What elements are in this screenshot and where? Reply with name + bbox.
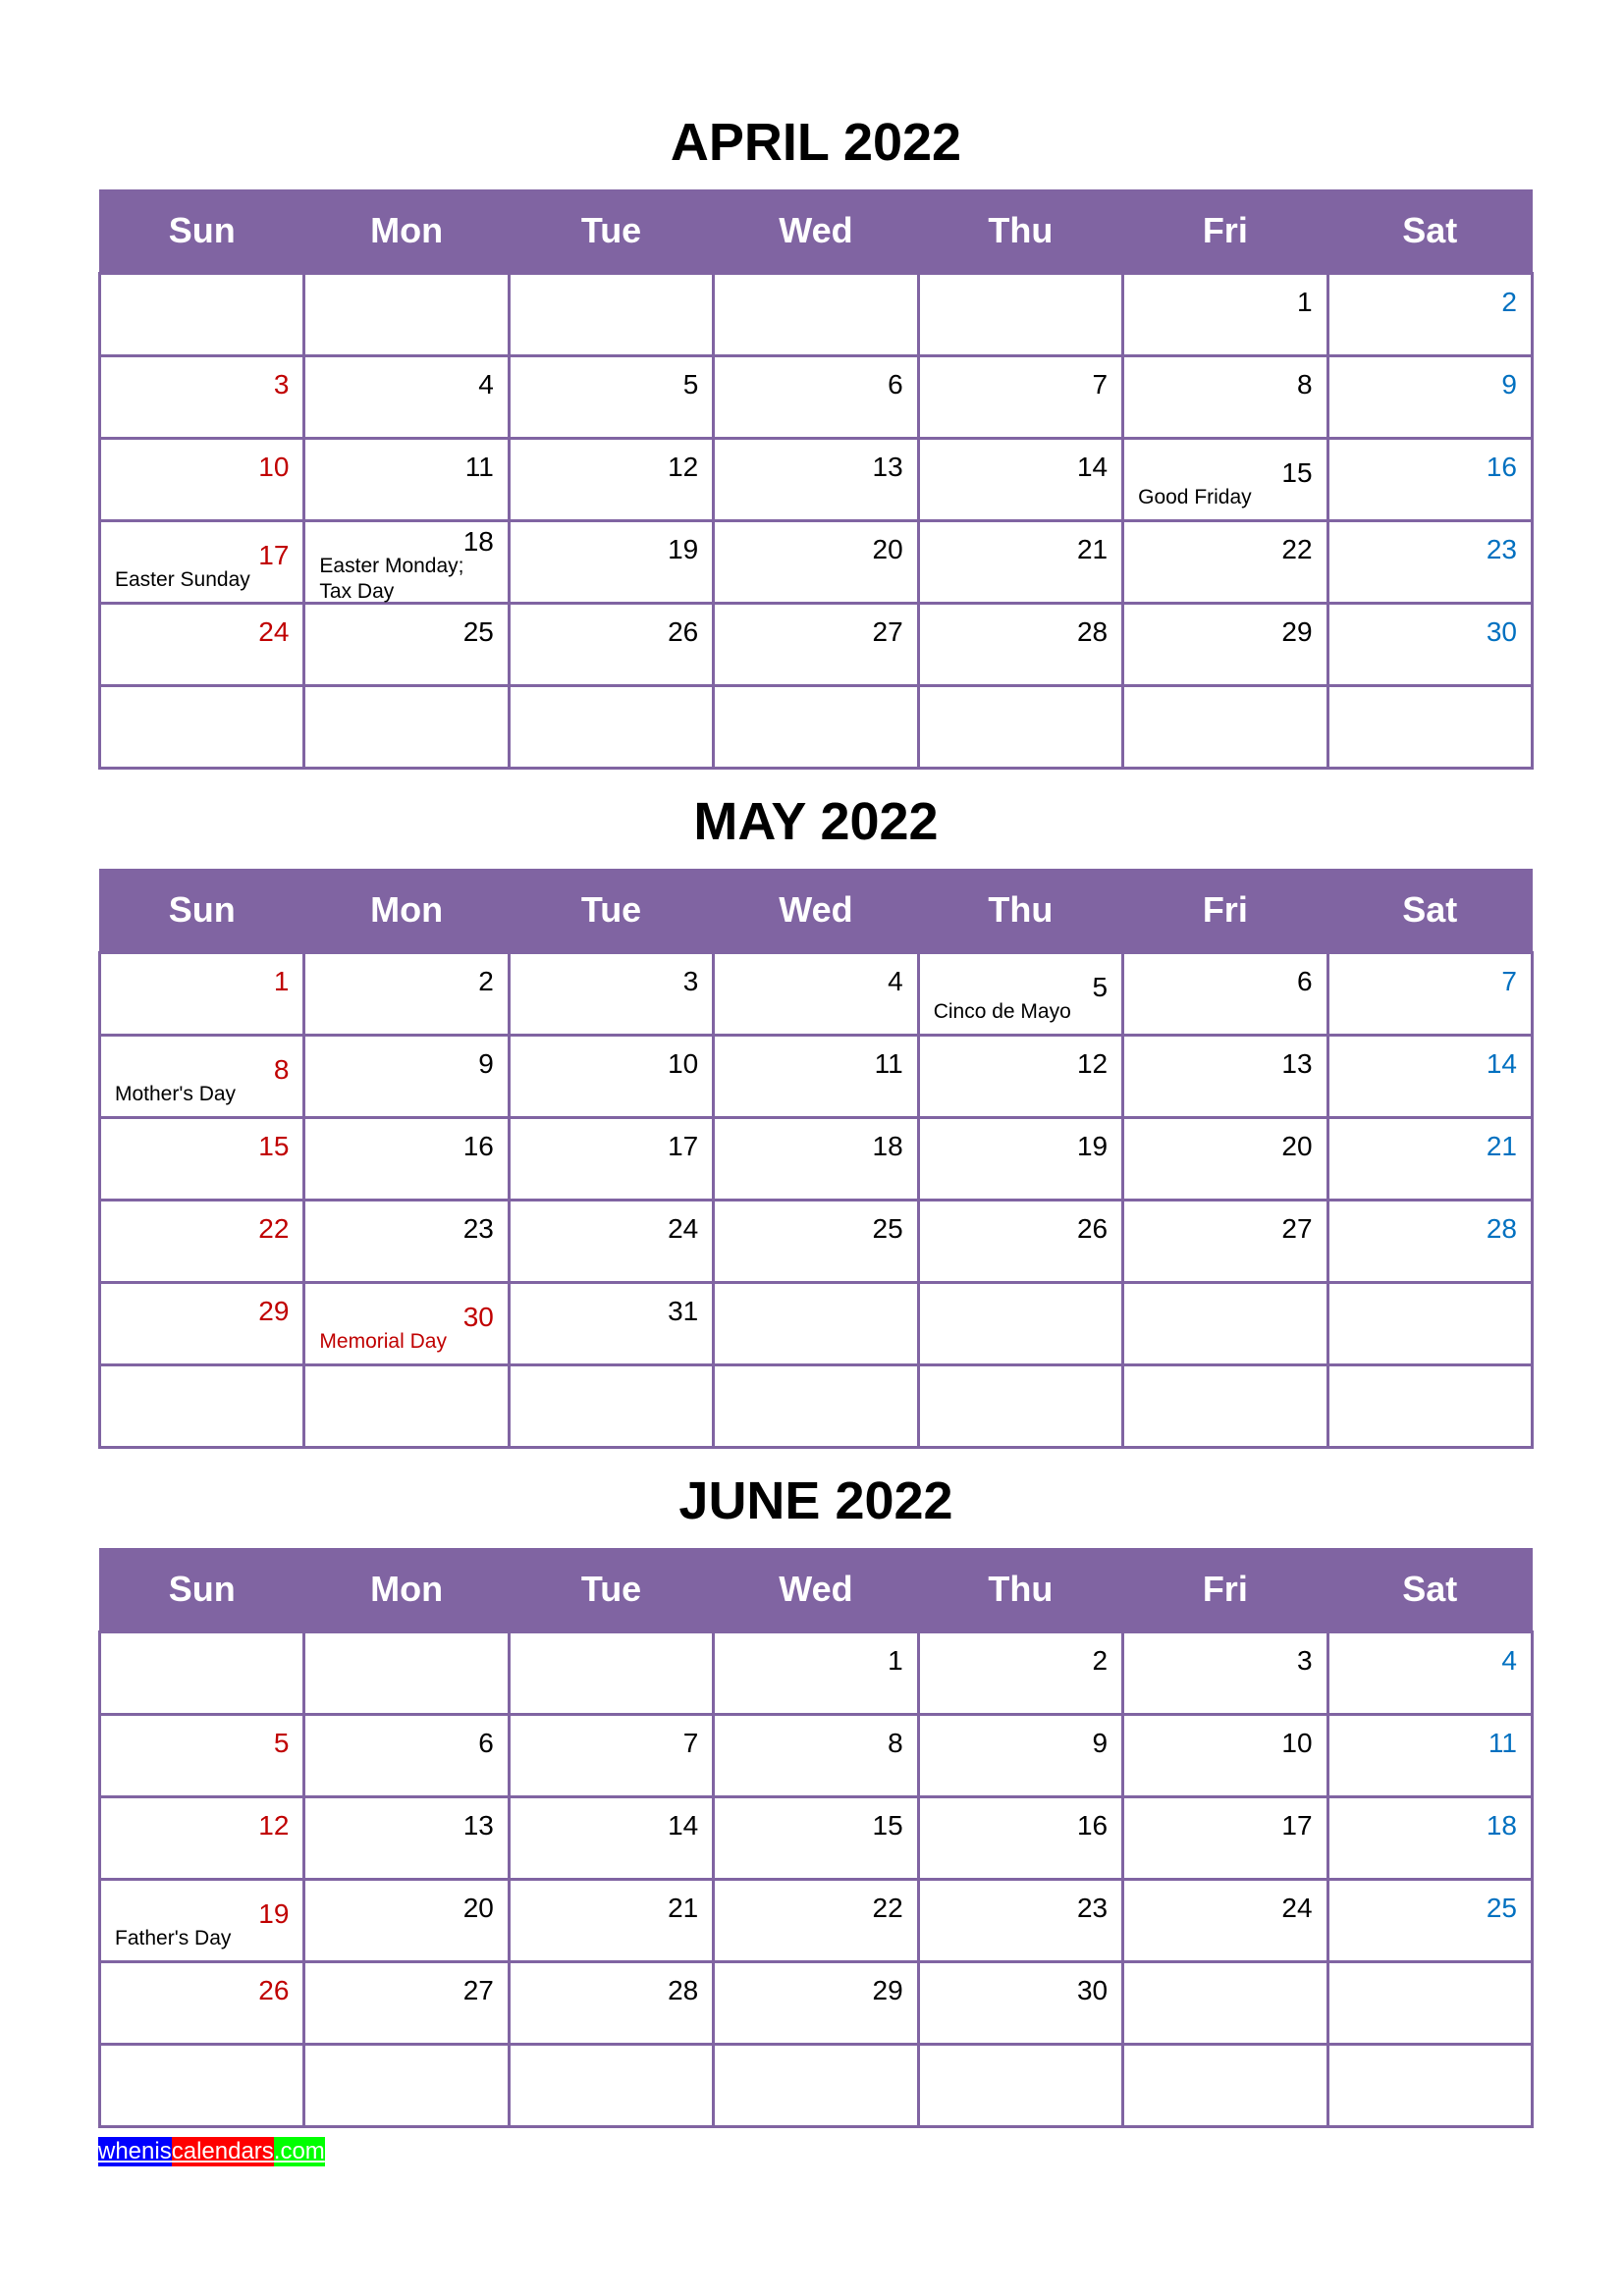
day-number: 22 bbox=[258, 1213, 290, 1244]
day-cell bbox=[304, 1283, 509, 1365]
empty-day-cell bbox=[714, 1283, 918, 1365]
day-number: 10 bbox=[668, 1048, 699, 1079]
empty-day-cell bbox=[509, 2045, 713, 2127]
day-cell bbox=[1327, 356, 1532, 439]
day-cell bbox=[918, 1632, 1122, 1715]
day-cell bbox=[509, 1962, 713, 2045]
day-cell bbox=[509, 356, 713, 439]
day-number: 26 bbox=[1076, 1213, 1109, 1244]
day-number: 20 bbox=[1281, 1131, 1313, 1161]
day-number: 17 bbox=[668, 1131, 699, 1161]
day-cell bbox=[100, 604, 304, 686]
day-cell bbox=[1123, 604, 1327, 686]
day-cell bbox=[918, 521, 1122, 604]
day-cell bbox=[100, 521, 304, 604]
week-row bbox=[100, 953, 1533, 1036]
day-number: 20 bbox=[872, 534, 903, 564]
site-watermark-link[interactable] bbox=[98, 2137, 325, 2166]
month-grid bbox=[98, 1548, 1534, 2128]
day-cell bbox=[304, 439, 509, 521]
day-cell bbox=[1123, 1118, 1327, 1201]
day-number: 7 bbox=[682, 1728, 699, 1758]
day-cell bbox=[714, 439, 918, 521]
day-number: 25 bbox=[872, 1213, 903, 1244]
day-number: 14 bbox=[1486, 1048, 1517, 1079]
empty-day-cell bbox=[1327, 2045, 1532, 2127]
day-cell bbox=[714, 604, 918, 686]
day-number: 9 bbox=[1501, 369, 1517, 400]
day-number: 17 bbox=[1281, 1810, 1313, 1841]
weekday-header: Sun bbox=[100, 869, 304, 953]
week-row bbox=[100, 1283, 1533, 1365]
day-cell bbox=[714, 953, 918, 1036]
day-cell bbox=[509, 1715, 713, 1797]
day-number: 29 bbox=[258, 1296, 290, 1326]
day-number: 12 bbox=[258, 1810, 290, 1841]
day-number: 3 bbox=[682, 966, 699, 996]
day-cell bbox=[1327, 1797, 1532, 1880]
day-number: 30 bbox=[1076, 1975, 1109, 2005]
empty-day-cell bbox=[1327, 1962, 1532, 2045]
weekday-header: Fri bbox=[1123, 189, 1327, 274]
day-cell bbox=[304, 356, 509, 439]
holiday-note: Easter Monday; Tax Day bbox=[319, 555, 464, 603]
empty-day-cell bbox=[509, 686, 713, 769]
day-number: 15 bbox=[258, 1131, 290, 1161]
weekday-header: Mon bbox=[304, 869, 509, 953]
day-cell bbox=[304, 1715, 509, 1797]
day-cell bbox=[304, 1962, 509, 2045]
holiday-note: Memorial Day bbox=[319, 1330, 447, 1353]
day-number: 12 bbox=[1076, 1048, 1109, 1079]
day-number: 25 bbox=[1486, 1893, 1517, 1923]
day-cell bbox=[509, 1201, 713, 1283]
day-number: 27 bbox=[462, 1975, 494, 2005]
day-number: 25 bbox=[462, 616, 494, 647]
day-cell bbox=[918, 1715, 1122, 1797]
empty-day-cell bbox=[918, 686, 1122, 769]
empty-day-cell bbox=[1327, 1283, 1532, 1365]
empty-day-cell bbox=[714, 2045, 918, 2127]
day-cell bbox=[304, 1880, 509, 1962]
day-number: 22 bbox=[872, 1893, 903, 1923]
day-number: 5 bbox=[273, 1728, 290, 1758]
holiday-note: Good Friday bbox=[1138, 486, 1252, 508]
day-number: 8 bbox=[273, 1054, 290, 1085]
day-number: 26 bbox=[668, 616, 699, 647]
day-cell bbox=[509, 1036, 713, 1118]
empty-day-cell bbox=[304, 1365, 509, 1448]
day-number: 23 bbox=[1486, 534, 1517, 564]
week-row bbox=[100, 274, 1533, 356]
empty-day-cell bbox=[918, 274, 1122, 356]
day-cell bbox=[509, 439, 713, 521]
day-number: 20 bbox=[462, 1893, 494, 1923]
weekday-header: Wed bbox=[714, 869, 918, 953]
empty-day-cell bbox=[304, 274, 509, 356]
week-row bbox=[100, 2045, 1533, 2127]
day-cell bbox=[1327, 1715, 1532, 1797]
weekday-header: Wed bbox=[714, 1548, 918, 1632]
day-number: 16 bbox=[1076, 1810, 1109, 1841]
day-number: 4 bbox=[1501, 1645, 1517, 1676]
empty-day-cell bbox=[714, 1365, 918, 1448]
day-cell bbox=[714, 1118, 918, 1201]
day-number: 1 bbox=[1296, 287, 1313, 317]
day-cell bbox=[918, 1118, 1122, 1201]
day-number: 2 bbox=[478, 966, 494, 996]
day-cell bbox=[714, 1797, 918, 1880]
day-cell bbox=[918, 1201, 1122, 1283]
day-cell bbox=[1327, 953, 1532, 1036]
day-number: 2 bbox=[1501, 287, 1517, 317]
month-block bbox=[98, 96, 1534, 770]
day-cell bbox=[1327, 1632, 1532, 1715]
day-cell bbox=[1123, 1797, 1327, 1880]
day-cell bbox=[918, 953, 1122, 1036]
day-cell bbox=[1327, 1036, 1532, 1118]
day-cell bbox=[100, 1201, 304, 1283]
empty-day-cell bbox=[100, 1632, 304, 1715]
day-cell bbox=[1327, 1201, 1532, 1283]
day-cell bbox=[1123, 1201, 1327, 1283]
day-cell bbox=[304, 1118, 509, 1201]
day-cell bbox=[918, 1797, 1122, 1880]
empty-day-cell bbox=[1123, 1365, 1327, 1448]
day-cell bbox=[100, 1715, 304, 1797]
day-number: 13 bbox=[1281, 1048, 1313, 1079]
month-grid bbox=[98, 189, 1534, 770]
watermark-segment[interactable]: calendars bbox=[171, 2138, 274, 2164]
day-number: 16 bbox=[462, 1131, 494, 1161]
day-cell bbox=[714, 356, 918, 439]
day-cell bbox=[1123, 439, 1327, 521]
holiday-note: Easter Sunday bbox=[115, 568, 250, 591]
empty-day-cell bbox=[918, 1365, 1122, 1448]
holiday-note: Father's Day bbox=[115, 1927, 232, 1949]
day-cell bbox=[100, 439, 304, 521]
empty-day-cell bbox=[100, 274, 304, 356]
empty-day-cell bbox=[100, 1365, 304, 1448]
weekday-header: Thu bbox=[918, 1548, 1122, 1632]
weekday-header: Wed bbox=[714, 189, 918, 274]
day-cell bbox=[918, 1962, 1122, 2045]
day-number: 14 bbox=[668, 1810, 699, 1841]
day-cell bbox=[304, 953, 509, 1036]
day-cell bbox=[714, 1036, 918, 1118]
week-row bbox=[100, 1715, 1533, 1797]
day-number: 11 bbox=[464, 452, 494, 482]
day-cell bbox=[509, 604, 713, 686]
week-row bbox=[100, 1797, 1533, 1880]
holiday-note: Mother's Day bbox=[115, 1083, 237, 1105]
month-title: JUNE 2022 bbox=[678, 1471, 953, 1530]
day-cell bbox=[1123, 1880, 1327, 1962]
day-number: 24 bbox=[668, 1213, 699, 1244]
empty-day-cell bbox=[918, 2045, 1122, 2127]
weekday-header: Mon bbox=[304, 189, 509, 274]
week-row bbox=[100, 1880, 1533, 1962]
week-row bbox=[100, 1632, 1533, 1715]
day-cell bbox=[100, 1118, 304, 1201]
empty-day-cell bbox=[1123, 1283, 1327, 1365]
empty-day-cell bbox=[304, 686, 509, 769]
watermark-segment[interactable]: .com bbox=[273, 2138, 325, 2164]
day-cell bbox=[1123, 521, 1327, 604]
empty-day-cell bbox=[509, 1632, 713, 1715]
day-number: 5 bbox=[1092, 972, 1109, 1002]
week-row bbox=[100, 356, 1533, 439]
weekday-header: Sat bbox=[1327, 869, 1532, 953]
day-number: 26 bbox=[258, 1975, 290, 2005]
day-number: 19 bbox=[668, 534, 699, 564]
week-row bbox=[100, 1118, 1533, 1201]
day-number: 21 bbox=[1076, 534, 1109, 564]
day-number: 23 bbox=[1076, 1893, 1109, 1923]
weekday-header: Tue bbox=[509, 1548, 713, 1632]
month-block bbox=[98, 775, 1534, 1449]
weekday-header: Tue bbox=[509, 869, 713, 953]
day-cell bbox=[714, 1715, 918, 1797]
day-number: 18 bbox=[872, 1131, 903, 1161]
day-cell bbox=[918, 439, 1122, 521]
week-row bbox=[100, 1201, 1533, 1283]
day-number: 19 bbox=[258, 1898, 290, 1929]
week-row bbox=[100, 439, 1533, 521]
day-cell bbox=[304, 521, 509, 604]
day-cell bbox=[509, 521, 713, 604]
day-cell bbox=[1123, 953, 1327, 1036]
day-number: 15 bbox=[872, 1810, 903, 1841]
empty-day-cell bbox=[100, 2045, 304, 2127]
day-number: 24 bbox=[1281, 1893, 1313, 1923]
day-cell bbox=[1327, 1880, 1532, 1962]
day-number: 11 bbox=[1488, 1728, 1517, 1758]
day-number: 6 bbox=[478, 1728, 494, 1758]
day-cell bbox=[918, 604, 1122, 686]
day-cell bbox=[509, 1283, 713, 1365]
day-number: 29 bbox=[872, 1975, 903, 2005]
day-cell bbox=[1123, 274, 1327, 356]
day-cell bbox=[918, 1036, 1122, 1118]
weekday-header: Sat bbox=[1327, 189, 1532, 274]
weekday-header: Sat bbox=[1327, 1548, 1532, 1632]
week-row bbox=[100, 686, 1533, 769]
week-row bbox=[100, 1962, 1533, 2045]
week-row bbox=[100, 1365, 1533, 1448]
day-cell bbox=[100, 1283, 304, 1365]
week-row bbox=[100, 1036, 1533, 1118]
day-cell bbox=[1327, 604, 1532, 686]
weekday-header: Fri bbox=[1123, 869, 1327, 953]
day-number: 1 bbox=[273, 966, 290, 996]
weekday-header: Sun bbox=[100, 189, 304, 274]
day-number: 10 bbox=[258, 452, 290, 482]
day-number: 15 bbox=[1281, 457, 1313, 488]
day-number: 27 bbox=[872, 616, 903, 647]
month-title: APRIL 2022 bbox=[670, 113, 962, 172]
day-cell bbox=[100, 356, 304, 439]
day-number: 14 bbox=[1076, 452, 1109, 482]
empty-day-cell bbox=[714, 686, 918, 769]
empty-day-cell bbox=[100, 686, 304, 769]
day-number: 3 bbox=[1296, 1645, 1313, 1676]
day-cell bbox=[714, 1962, 918, 2045]
day-number: 11 bbox=[874, 1048, 903, 1079]
empty-day-cell bbox=[1327, 1365, 1532, 1448]
day-cell bbox=[100, 1880, 304, 1962]
day-cell bbox=[100, 1036, 304, 1118]
day-number: 12 bbox=[668, 452, 699, 482]
day-cell bbox=[1327, 1118, 1532, 1201]
day-cell bbox=[918, 356, 1122, 439]
day-cell bbox=[1123, 356, 1327, 439]
empty-day-cell bbox=[1123, 2045, 1327, 2127]
empty-day-cell bbox=[1123, 686, 1327, 769]
empty-day-cell bbox=[509, 274, 713, 356]
weekday-header: Sun bbox=[100, 1548, 304, 1632]
weekday-header: Tue bbox=[509, 189, 713, 274]
day-number: 28 bbox=[1076, 616, 1109, 647]
day-number: 24 bbox=[258, 616, 290, 647]
weekday-header: Mon bbox=[304, 1548, 509, 1632]
day-number: 3 bbox=[273, 369, 290, 400]
day-cell bbox=[304, 1797, 509, 1880]
weekday-header: Thu bbox=[918, 189, 1122, 274]
day-number: 21 bbox=[668, 1893, 699, 1923]
empty-day-cell bbox=[304, 2045, 509, 2127]
holiday-note: Cinco de Mayo bbox=[933, 1000, 1071, 1023]
day-number: 13 bbox=[462, 1810, 494, 1841]
day-cell bbox=[100, 1962, 304, 2045]
day-number: 27 bbox=[1281, 1213, 1313, 1244]
day-number: 7 bbox=[1501, 966, 1517, 996]
weekday-header: Fri bbox=[1123, 1548, 1327, 1632]
empty-day-cell bbox=[1327, 686, 1532, 769]
day-number: 28 bbox=[668, 1975, 699, 2005]
day-cell bbox=[304, 1036, 509, 1118]
day-number: 7 bbox=[1092, 369, 1109, 400]
day-cell bbox=[509, 1118, 713, 1201]
day-number: 17 bbox=[258, 540, 290, 570]
month-title: MAY 2022 bbox=[693, 792, 939, 851]
day-number: 1 bbox=[888, 1645, 903, 1676]
day-number: 22 bbox=[1281, 534, 1313, 564]
day-number: 9 bbox=[478, 1048, 494, 1079]
day-number: 6 bbox=[1296, 966, 1313, 996]
empty-day-cell bbox=[1123, 1962, 1327, 2045]
day-number: 2 bbox=[1092, 1645, 1109, 1676]
day-cell bbox=[304, 604, 509, 686]
day-number: 19 bbox=[1076, 1131, 1109, 1161]
day-cell bbox=[918, 1880, 1122, 1962]
day-cell bbox=[1327, 439, 1532, 521]
watermark-segment[interactable]: whenis bbox=[98, 2138, 172, 2164]
day-cell bbox=[1123, 1632, 1327, 1715]
day-cell bbox=[509, 1880, 713, 1962]
weekday-header: Thu bbox=[918, 869, 1122, 953]
month-block bbox=[98, 1455, 1534, 2128]
day-number: 21 bbox=[1486, 1131, 1517, 1161]
empty-day-cell bbox=[714, 274, 918, 356]
day-number: 8 bbox=[888, 1728, 903, 1758]
day-number: 13 bbox=[872, 452, 903, 482]
day-cell bbox=[509, 953, 713, 1036]
day-number: 5 bbox=[682, 369, 699, 400]
empty-day-cell bbox=[509, 1365, 713, 1448]
day-number: 29 bbox=[1281, 616, 1313, 647]
day-number: 6 bbox=[888, 369, 903, 400]
day-number: 4 bbox=[888, 966, 903, 996]
day-number: 16 bbox=[1486, 452, 1517, 482]
day-number: 30 bbox=[462, 1302, 494, 1332]
day-cell bbox=[714, 521, 918, 604]
day-number: 31 bbox=[668, 1296, 699, 1326]
day-number: 28 bbox=[1486, 1213, 1517, 1244]
empty-day-cell bbox=[304, 1632, 509, 1715]
day-cell bbox=[1327, 274, 1532, 356]
day-number: 9 bbox=[1092, 1728, 1109, 1758]
day-number: 8 bbox=[1296, 369, 1313, 400]
day-cell bbox=[714, 1632, 918, 1715]
day-cell bbox=[714, 1880, 918, 1962]
day-cell bbox=[100, 1797, 304, 1880]
empty-day-cell bbox=[918, 1283, 1122, 1365]
week-row bbox=[100, 604, 1533, 686]
day-number: 10 bbox=[1281, 1728, 1313, 1758]
day-cell bbox=[1327, 521, 1532, 604]
day-number: 4 bbox=[478, 369, 494, 400]
day-cell bbox=[714, 1201, 918, 1283]
month-grid bbox=[98, 869, 1534, 1449]
day-number: 30 bbox=[1486, 616, 1517, 647]
day-cell bbox=[100, 953, 304, 1036]
day-number: 18 bbox=[462, 526, 494, 557]
day-cell bbox=[304, 1201, 509, 1283]
day-cell bbox=[1123, 1036, 1327, 1118]
day-cell bbox=[1123, 1715, 1327, 1797]
day-number: 18 bbox=[1486, 1810, 1517, 1841]
week-row bbox=[100, 521, 1533, 604]
day-number: 23 bbox=[462, 1213, 494, 1244]
day-cell bbox=[509, 1797, 713, 1880]
